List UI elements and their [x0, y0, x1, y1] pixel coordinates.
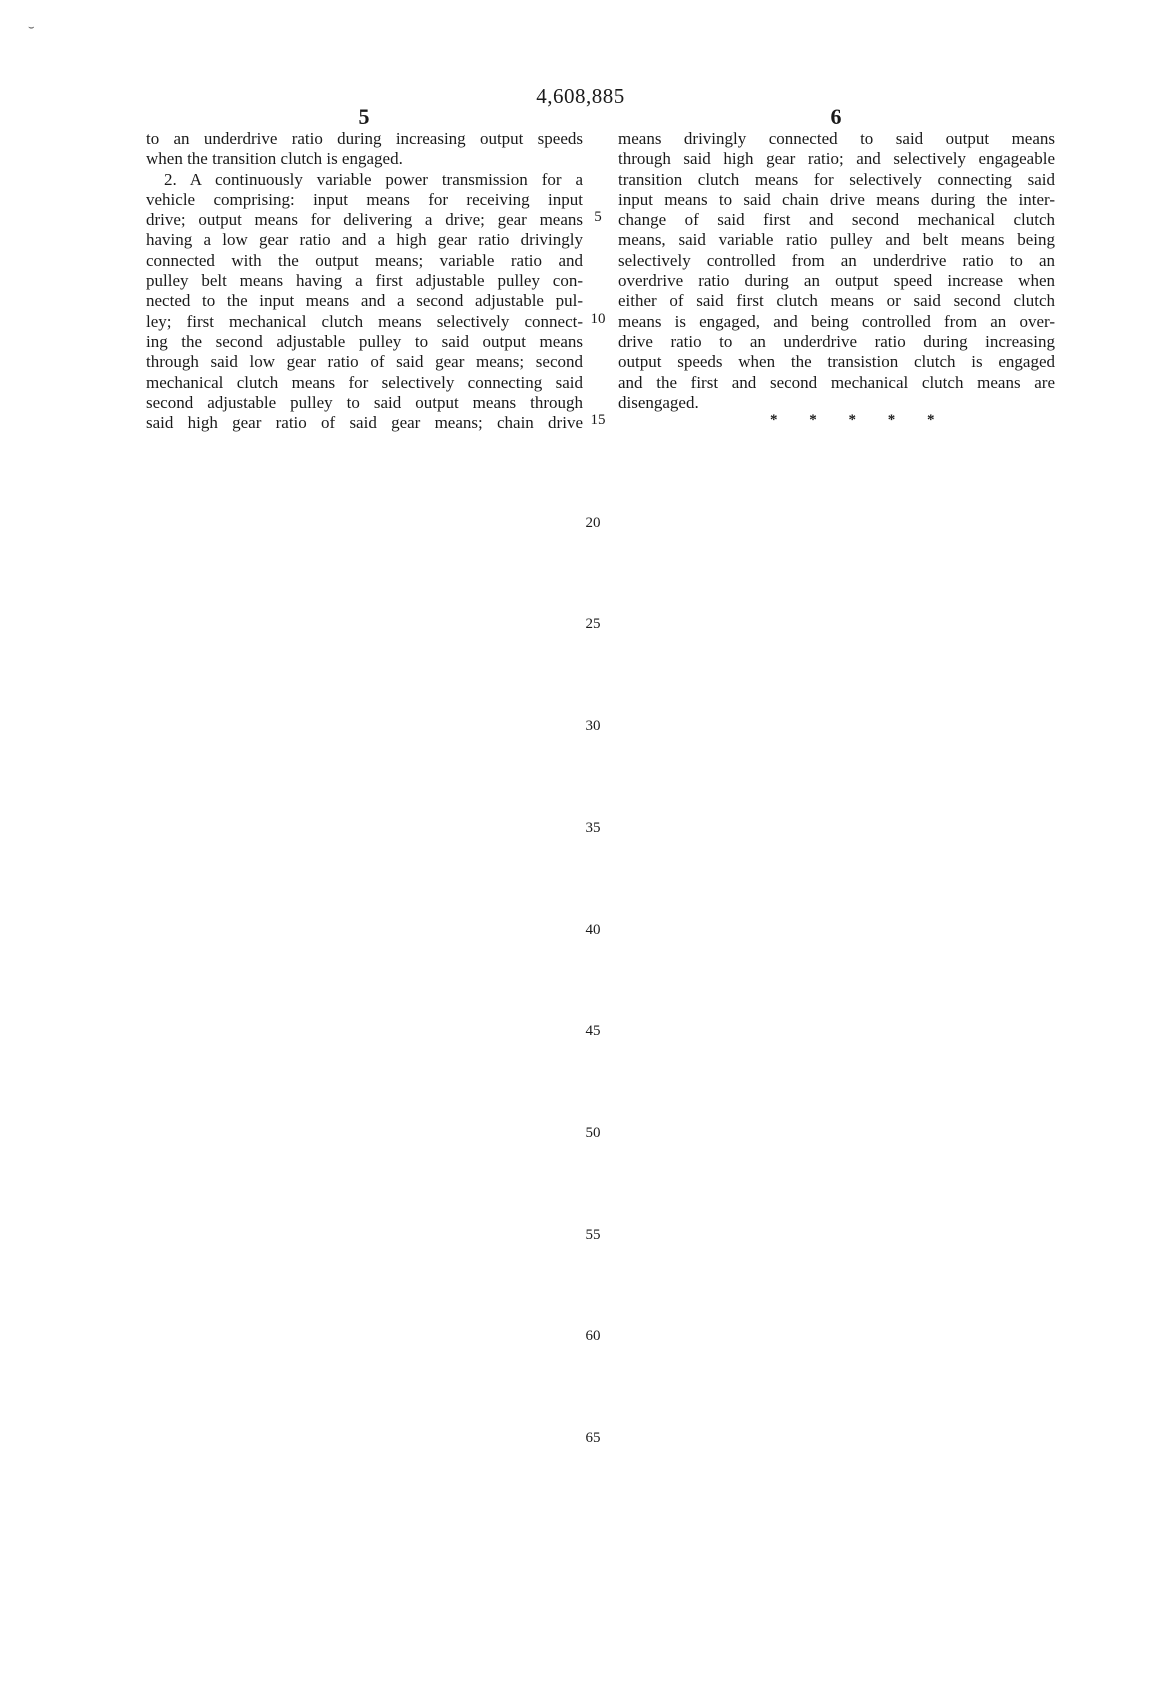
text-line: pulley belt means having a first adjustable pulley con- — [146, 271, 583, 291]
line-number: 50 — [585, 1125, 601, 1141]
patent-number: 4,608,885 — [536, 84, 625, 108]
line-number: 45 — [585, 1023, 601, 1039]
line-number: 65 — [585, 1430, 601, 1446]
column-number-left: 5 — [358, 104, 370, 129]
text-line: input means to said chain drive means during the inter- — [618, 189, 1055, 209]
line-number: 25 — [585, 616, 601, 632]
end-of-claims-marks: * * * * * — [770, 412, 949, 428]
text-line: to an underdrive ratio during increasing output speeds — [146, 129, 583, 148]
scan-speck: ⌣ — [28, 22, 35, 33]
text-line: means is engaged, and being controlled from an over- — [618, 311, 1055, 331]
line-number: 40 — [585, 922, 601, 938]
text-line: nected to the input means and a second adjustable pul- — [146, 291, 583, 311]
line-number: 15 — [590, 412, 606, 428]
text-line: 2. A continuously variable power transmission for a — [164, 169, 583, 189]
line-number: 35 — [585, 820, 601, 836]
line-number: 55 — [585, 1227, 601, 1243]
text-line: transition clutch means for selectively connecting said — [618, 169, 1055, 189]
text-line: selectively controlled from an underdrive ratio to an — [618, 250, 1055, 270]
line-number: 30 — [585, 718, 601, 734]
left-column — [146, 129, 583, 433]
line-number: 60 — [585, 1328, 601, 1344]
text-line: change of said first and second mechanical clutch — [618, 210, 1055, 230]
text-line: having a low gear ratio and a high gear ratio drivingly — [146, 230, 583, 250]
text-line: through said low gear ratio of said gear means; second — [146, 352, 583, 372]
text-line: either of said first clutch means or said second clutch — [618, 291, 1055, 311]
text-line: second adjustable pulley to said output means through — [146, 392, 583, 412]
right-column — [618, 129, 1055, 413]
text-line: means, said variable ratio pulley and belt means being — [618, 230, 1055, 250]
column-number-right: 6 — [830, 104, 842, 129]
text-line: output speeds when the transistion clutch is engaged — [618, 352, 1055, 372]
text-line: drive; output means for delivering a drive; gear means — [146, 210, 583, 230]
text-line: drive ratio to an underdrive ratio during increasing — [618, 331, 1055, 351]
text-line: ley; first mechanical clutch means selectively connect- — [146, 311, 583, 331]
text-line: said high gear ratio of said gear means; chain drive — [146, 413, 583, 433]
text-line: ing the second adjustable pulley to said output means — [146, 331, 583, 351]
text-line: when the transition clutch is engaged. — [146, 149, 403, 169]
text-line: disengaged. — [618, 392, 699, 412]
text-line: and the first and second mechanical clutch means are — [618, 372, 1055, 392]
line-number: 20 — [585, 515, 601, 531]
text-line: vehicle comprising: input means for receiving input — [146, 189, 583, 209]
line-number: 10 — [590, 311, 606, 327]
text-line: overdrive ratio during an output speed increase when — [618, 271, 1055, 291]
text-line: connected with the output means; variable ratio and — [146, 250, 583, 270]
text-line: means drivingly connected to said output means — [618, 129, 1055, 148]
text-line: through said high gear ratio; and selectively engageable — [618, 149, 1055, 169]
text-line: mechanical clutch means for selectively connecting said — [146, 372, 583, 392]
line-number: 5 — [594, 209, 602, 225]
